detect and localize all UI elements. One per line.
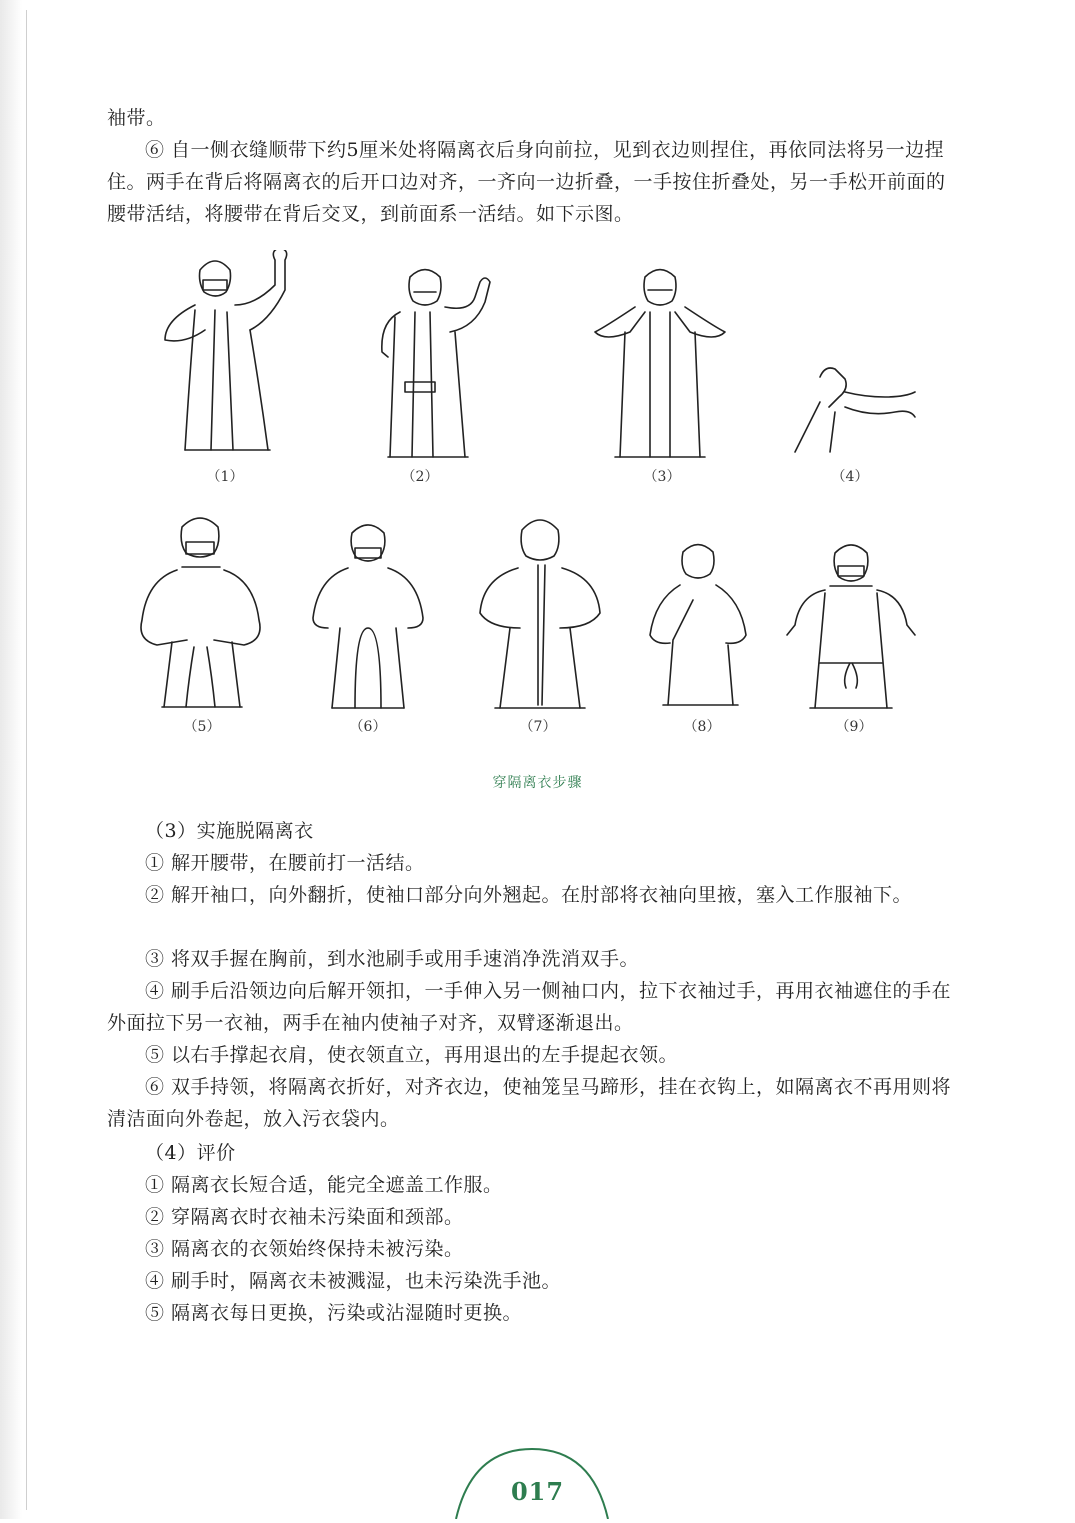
- removal-step-6: ⑥ 双手持领，将隔离衣折好，对齐衣边，使袖笼呈马蹄形，挂在衣钩上，如隔离衣不再用则将清洁面向外卷起，放入污衣袋内。: [107, 1076, 952, 1130]
- illustration-step-4: [790, 362, 920, 462]
- removal-step-4: ④ 刷手后沿领边向后解开领扣，一手伸入另一侧袖口内，拉下衣袖过手，再用衣袖遮住的手在外面拉下另一衣袖，两手在袖内使袖子对齐，双臂逐渐退出。: [107, 980, 952, 1034]
- illustration-step-6: [300, 518, 440, 713]
- evaluation-item-2: ② 穿隔离衣时衣袖未污染面和颈部。: [145, 1206, 464, 1228]
- binding-edge: [26, 10, 27, 1510]
- figure-caption-5: （5）: [183, 719, 221, 735]
- illustration-step-7: [470, 510, 610, 710]
- evaluation-item-4: ④ 刷手时，隔离衣未被溅湿，也未污染洗手池。: [145, 1270, 562, 1292]
- removal-step-5: ⑤ 以右手撑起衣肩，使衣领直立，再用退出的左手提起衣领。: [145, 1044, 679, 1066]
- illustration-step-2: [370, 262, 500, 462]
- removal-step-3: ③ 将双手握在胸前，到水池刷手或用手速消净洗消双手。: [145, 948, 640, 970]
- section-heading-evaluation: （4）评价: [145, 1142, 236, 1164]
- figure-caption-1: （1）: [206, 469, 244, 485]
- section-heading-removal: （3）实施脱隔离衣: [145, 820, 314, 842]
- paragraph-step-6: ⑥ 自一侧衣缝顺带下约5厘米处将隔离衣后身向前拉，见到衣边则捏住，再依同法将另一边捏住。两手在背后将隔离衣的后开口边对齐，一齐向一边折叠，一手按住折叠处，另一手松开前面的腰带活结，将腰带在背后交叉，到前面系一活结。如下示图。: [107, 139, 946, 225]
- illustration-step-8: [638, 540, 758, 710]
- figure-caption-4: （4）: [831, 469, 869, 485]
- binding-shadow: [0, 0, 22, 1519]
- figure-caption-8: （8）: [683, 719, 721, 735]
- illustration-step-3: [590, 262, 730, 462]
- paragraph-continuation: 袖带。: [107, 107, 166, 129]
- page-number: 017: [510, 1477, 565, 1506]
- figure-caption-2: （2）: [401, 469, 439, 485]
- figure-caption-3: （3）: [643, 469, 681, 485]
- illustration-step-1: [155, 250, 295, 460]
- illustration-step-9: [780, 538, 925, 710]
- figure-caption-6: （6）: [349, 719, 387, 735]
- figure-caption-7: （7）: [519, 719, 557, 735]
- removal-step-1: ① 解开腰带，在腰前打一活结。: [145, 852, 425, 874]
- figure-caption-9: （9）: [835, 719, 873, 735]
- evaluation-item-5: ⑤ 隔离衣每日更换，污染或沾湿随时更换。: [145, 1302, 523, 1324]
- figure-title: 穿隔离衣步骤: [492, 775, 583, 791]
- removal-step-2: ② 解开袖口，向外翻折，使袖口部分向外翘起。在肘部将衣袖向里掖，塞入工作服袖下。: [145, 884, 913, 906]
- evaluation-item-1: ① 隔离衣长短合适，能完全遮盖工作服。: [145, 1174, 503, 1196]
- illustration-step-5: [132, 512, 272, 712]
- evaluation-item-3: ③ 隔离衣的衣领始终保持未被污染。: [145, 1238, 464, 1260]
